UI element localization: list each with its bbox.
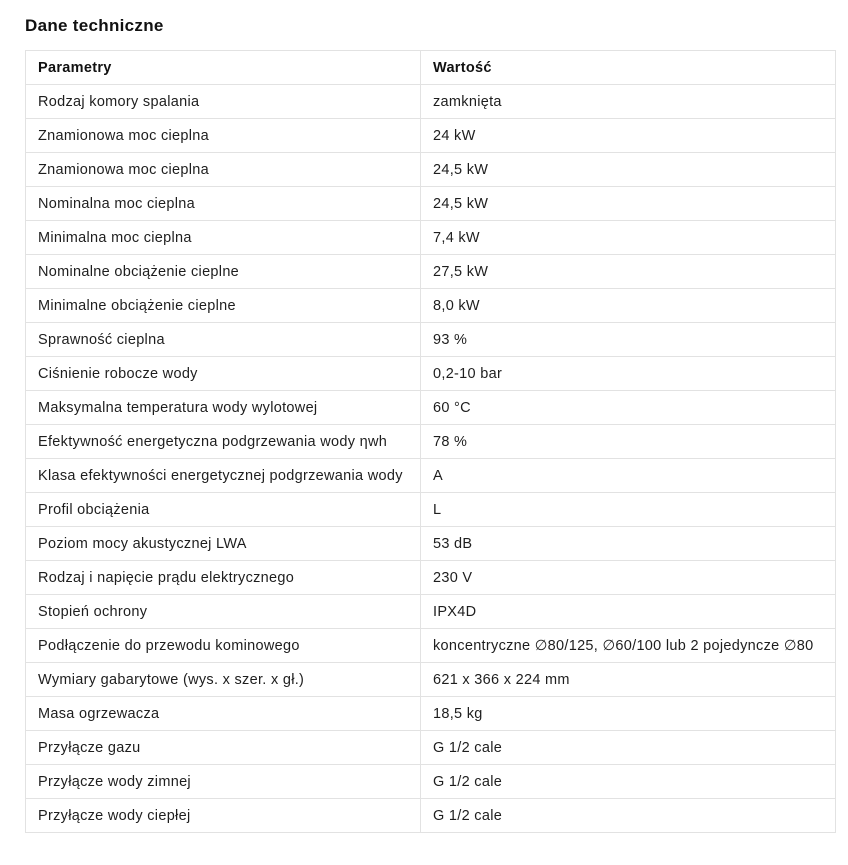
value-cell: 621 x 366 x 224 mm xyxy=(421,663,836,697)
param-cell: Poziom mocy akustycznej LWA xyxy=(26,527,421,561)
param-cell: Klasa efektywności energetycznej podgrzewania wody xyxy=(26,459,421,493)
param-cell: Znamionowa moc cieplna xyxy=(26,153,421,187)
value-cell: 24,5 kW xyxy=(421,187,836,221)
table-row xyxy=(26,629,836,663)
value-cell: 27,5 kW xyxy=(421,255,836,289)
param-cell: Efektywność energetyczna podgrzewania wody ηwh xyxy=(26,425,421,459)
table-row xyxy=(26,85,836,119)
table-row xyxy=(26,323,836,357)
value-cell: 93 % xyxy=(421,323,836,357)
param-cell: Nominalne obciążenie cieplne xyxy=(26,255,421,289)
value-cell: zamknięta xyxy=(421,85,836,119)
column-header-wartosc: Wartość xyxy=(421,51,836,85)
table-row xyxy=(26,527,836,561)
column-header-parametry: Parametry xyxy=(26,51,421,85)
value-cell: 8,0 kW xyxy=(421,289,836,323)
param-cell: Wymiary gabarytowe (wys. x szer. x gł.) xyxy=(26,663,421,697)
value-cell: 18,5 kg xyxy=(421,697,836,731)
value-cell: IPX4D xyxy=(421,595,836,629)
param-cell: Rodzaj komory spalania xyxy=(26,85,421,119)
param-cell: Sprawność cieplna xyxy=(26,323,421,357)
value-cell: 7,4 kW xyxy=(421,221,836,255)
param-cell: Znamionowa moc cieplna xyxy=(26,119,421,153)
value-cell: G 1/2 cale xyxy=(421,765,836,799)
table-header-row xyxy=(26,51,836,85)
value-cell: G 1/2 cale xyxy=(421,799,836,833)
param-cell: Minimalne obciążenie cieplne xyxy=(26,289,421,323)
table-row xyxy=(26,561,836,595)
param-cell: Profil obciążenia xyxy=(26,493,421,527)
value-cell: 60 °C xyxy=(421,391,836,425)
value-cell: 24 kW xyxy=(421,119,836,153)
table-row xyxy=(26,119,836,153)
table-row xyxy=(26,221,836,255)
param-cell: Maksymalna temperatura wody wylotowej xyxy=(26,391,421,425)
table-row xyxy=(26,731,836,765)
table-row xyxy=(26,153,836,187)
value-cell: G 1/2 cale xyxy=(421,731,836,765)
value-cell: L xyxy=(421,493,836,527)
table-row xyxy=(26,425,836,459)
param-cell: Rodzaj i napięcie prądu elektrycznego xyxy=(26,561,421,595)
technical-data-table xyxy=(25,50,836,833)
table-row xyxy=(26,187,836,221)
param-cell: Nominalna moc cieplna xyxy=(26,187,421,221)
table-row xyxy=(26,357,836,391)
value-cell: 53 dB xyxy=(421,527,836,561)
param-cell: Podłączenie do przewodu kominowego xyxy=(26,629,421,663)
table-row xyxy=(26,255,836,289)
value-cell: 24,5 kW xyxy=(421,153,836,187)
table-row xyxy=(26,391,836,425)
param-cell: Stopień ochrony xyxy=(26,595,421,629)
table-row xyxy=(26,595,836,629)
param-cell: Przyłącze wody zimnej xyxy=(26,765,421,799)
table-row xyxy=(26,799,836,833)
table-row xyxy=(26,289,836,323)
table-row xyxy=(26,459,836,493)
param-cell: Przyłącze gazu xyxy=(26,731,421,765)
value-cell: 230 V xyxy=(421,561,836,595)
table-row xyxy=(26,697,836,731)
param-cell: Przyłącze wody ciepłej xyxy=(26,799,421,833)
param-cell: Ciśnienie robocze wody xyxy=(26,357,421,391)
page-title: Dane techniczne xyxy=(25,16,164,35)
table-row xyxy=(26,663,836,697)
value-cell: 78 % xyxy=(421,425,836,459)
table-row xyxy=(26,493,836,527)
param-cell: Minimalna moc cieplna xyxy=(26,221,421,255)
value-cell: A xyxy=(421,459,836,493)
value-cell: 0,2-10 bar xyxy=(421,357,836,391)
value-cell: koncentryczne ∅80/125, ∅60/100 lub 2 pojedyncze ∅80 xyxy=(421,629,836,663)
param-cell: Masa ogrzewacza xyxy=(26,697,421,731)
table-body xyxy=(26,85,836,833)
table-row xyxy=(26,765,836,799)
